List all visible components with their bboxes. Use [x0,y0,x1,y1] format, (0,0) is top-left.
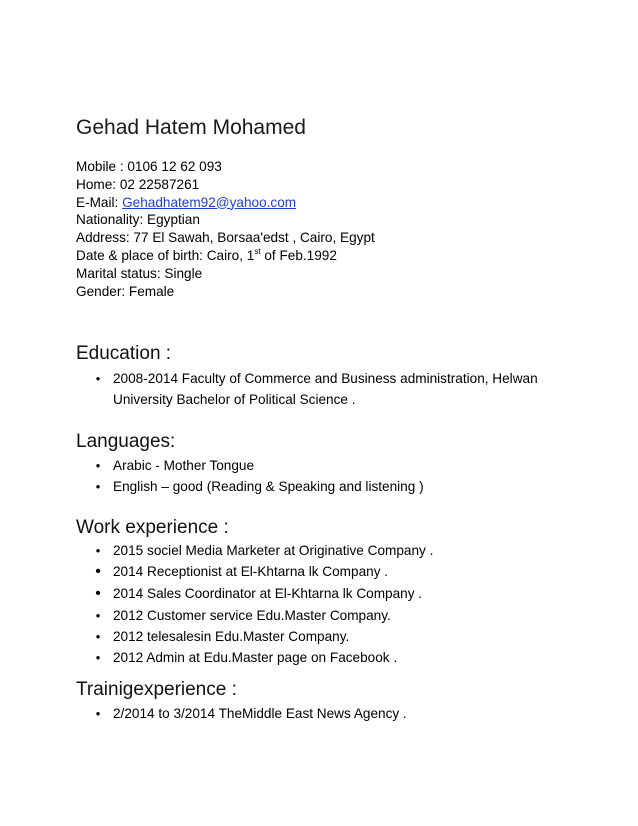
bullet-icon: • [95,479,101,494]
applicant-name: Gehad Hatem Mohamed [76,116,306,139]
work-item-text: 2014 Receptionist at El-Khtarna lk Company . [113,564,389,579]
language-item-text: Arabic - Mother Tongue [113,458,255,473]
list-item [90,626,560,647]
birth-suffix: of Feb.1992 [260,247,337,263]
bullet-icon: • [95,371,101,386]
mobile-line: Mobile : 0106 12 62 093 [76,159,222,174]
bullet-icon: • [95,706,101,721]
training-heading: Trainigexperience : [76,679,237,700]
list-item [90,540,560,561]
list-item [90,455,560,476]
work-item-text: 2012 telesalesin Edu.Master Company. [113,629,350,644]
education-list [90,368,560,410]
work-experience-list [90,540,560,668]
training-item-text: 2/2014 to 3/2014 TheMiddle East News Agency . [113,706,407,721]
work-item-text: 2015 sociel Media Marketer at Originative Company . [113,543,434,558]
bullet-icon: • [95,458,101,473]
language-item-text: English – good (Reading & Speaking and listening ) [113,479,424,494]
gender-line: Gender: Female [76,283,175,299]
list-item [90,605,560,626]
languages-list [90,455,560,497]
bullet-icon: • [95,650,101,665]
list-item [90,476,560,497]
work-item-text: 2012 Admin at Edu.Master page on Facebook . [113,650,398,665]
list-item [90,703,560,724]
education-heading: Education : [76,343,172,364]
bullet-icon: • [95,543,101,558]
bullet-icon: • [95,629,101,644]
contact-block [76,158,375,300]
training-list [90,703,560,724]
email-label: E-Mail: [76,194,123,210]
languages-heading: Languages: [76,431,176,452]
list-item [90,583,560,605]
education-item-text: 2008-2014 Faculty of Commerce and Business administration, Helwan University Bachelor of Political Science . [113,371,538,407]
work-item-text: 2012 Customer service Edu.Master Company. [113,608,391,623]
birth-prefix: Date & place of birth: Cairo, 1 [76,247,255,263]
birth-superscript: st [254,246,261,256]
marital-status-line: Marital status: Single [76,265,203,281]
nationality-line: Nationality: Egyptian [76,212,200,228]
address-line: Address: 77 El Sawah, Borsaa'edst , Cairo, Egypt [76,230,375,246]
list-item [90,647,560,668]
bullet-icon: • [95,563,101,580]
bullet-icon: • [95,608,101,623]
home-phone-line: Home: 02 22587261 [76,176,200,192]
email-line [76,194,375,212]
birth-line [76,247,375,265]
work-experience-heading: Work experience : [76,517,229,538]
list-item [90,561,560,583]
email-link[interactable]: Gehadhatem92@yahoo.com [122,194,297,210]
work-item-text: 2014 Sales Coordinator at El-Khtarna lk Company . [113,586,423,601]
list-item [90,368,560,410]
bullet-icon: • [95,585,101,602]
